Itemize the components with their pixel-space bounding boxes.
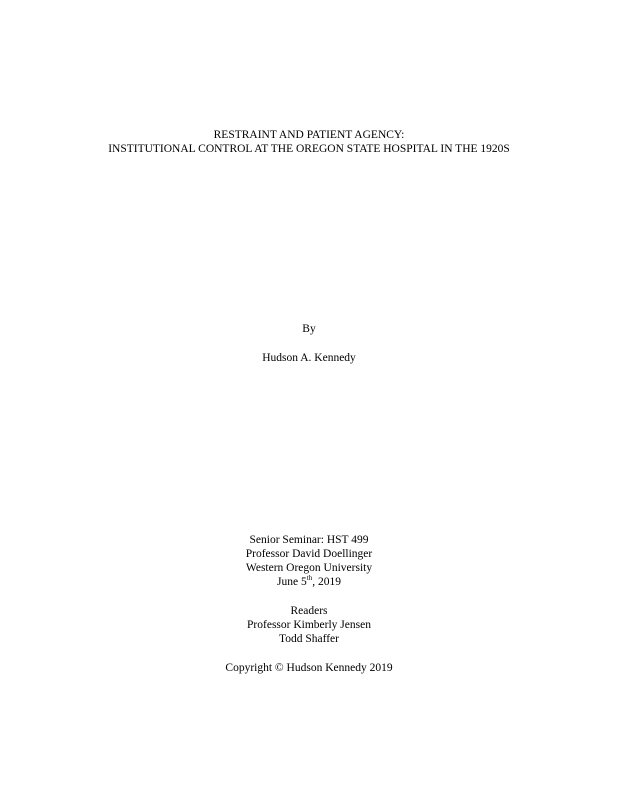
title-line-2: INSTITUTIONAL CONTROL AT THE OREGON STATE HOSPITAL IN THE 1920S — [108, 143, 510, 155]
date-year: , 2019 — [312, 576, 341, 588]
date-day: June 5 — [277, 576, 307, 588]
readers-heading: Readers — [290, 605, 328, 617]
title-line-1: RESTRAINT AND PATIENT AGENCY: — [213, 129, 405, 141]
reader-2: Todd Shaffer — [279, 633, 339, 645]
reader-1: Professor Kimberly Jensen — [247, 619, 371, 631]
professor-line: Professor David Doellinger — [245, 548, 373, 560]
copyright-line: Copyright © Hudson Kennedy 2019 — [225, 662, 393, 674]
date-line — [0, 575, 618, 589]
date-ordinal: th — [306, 574, 313, 583]
by-label: By — [302, 323, 316, 335]
university-line: Western Oregon University — [245, 562, 373, 574]
author-name: Hudson A. Kennedy — [262, 352, 356, 364]
seminar-line: Senior Seminar: HST 499 — [249, 534, 369, 546]
